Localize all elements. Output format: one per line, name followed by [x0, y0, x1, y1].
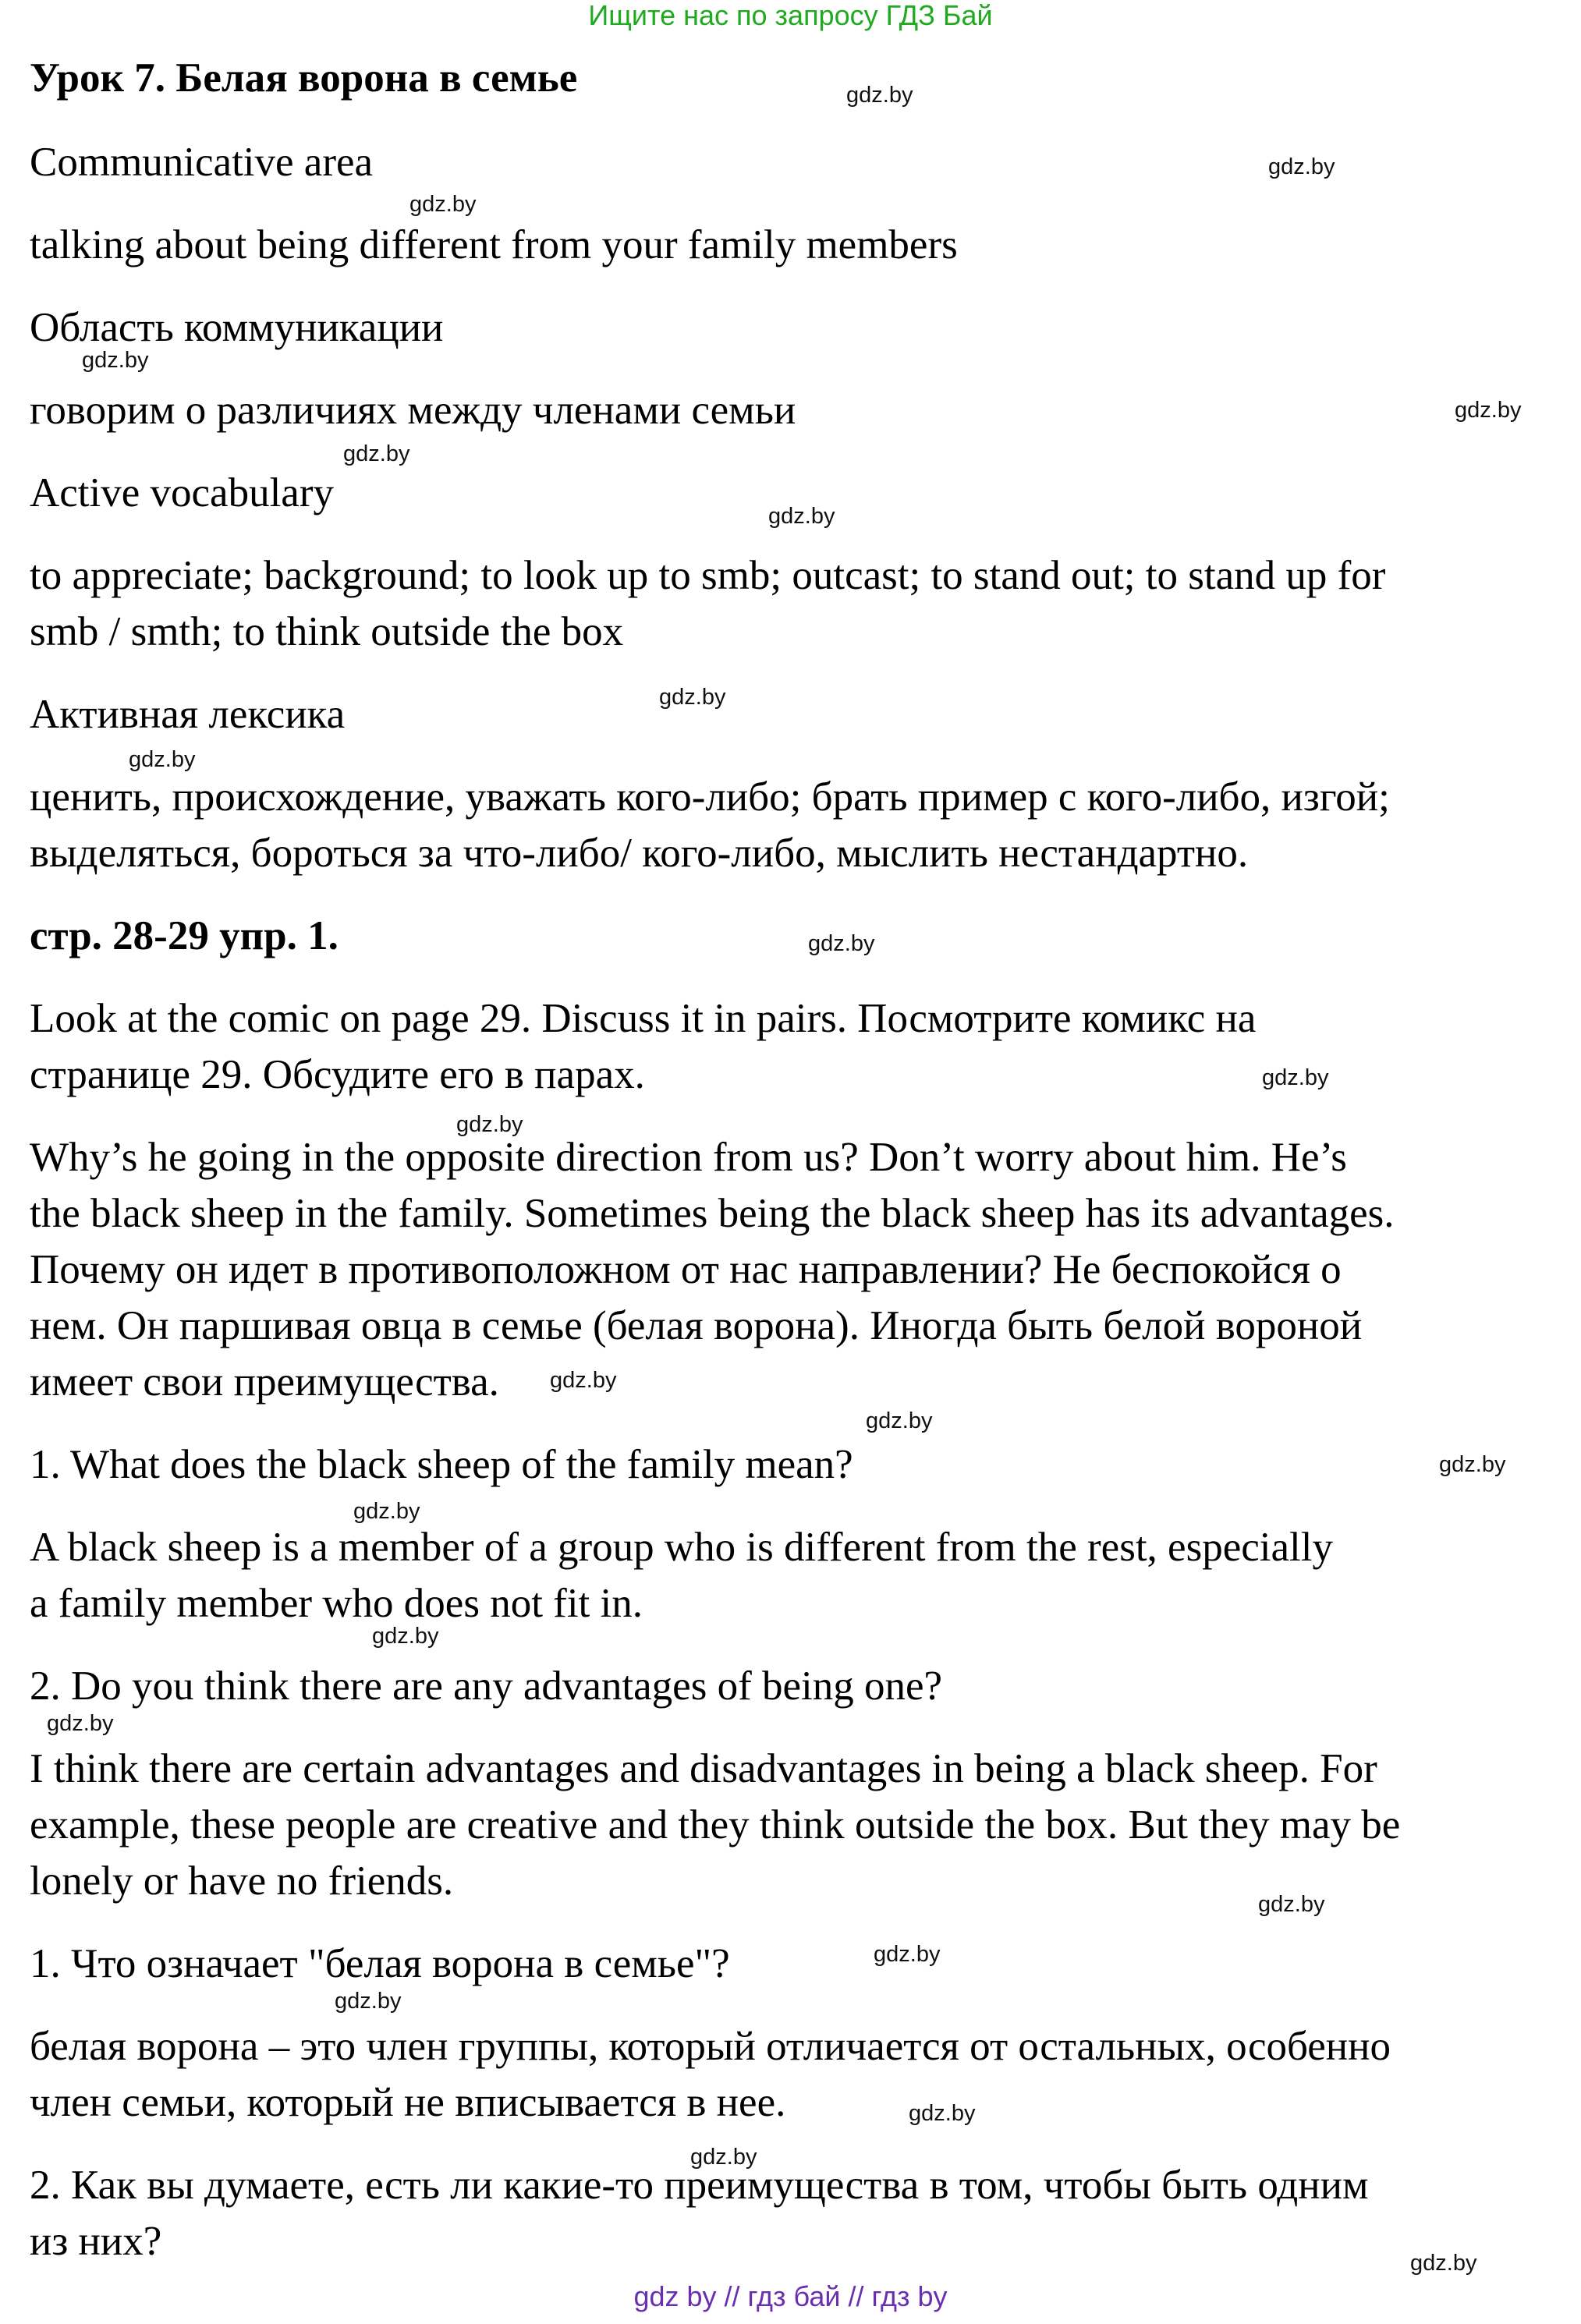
top-banner: Ищите нас по запросу ГДЗ Бай — [588, 0, 993, 31]
watermark: gdz.by — [808, 931, 875, 956]
answer-2-en-line: example, these people are creative and they think outside the box. But they may be — [30, 1802, 1401, 1848]
watermark: gdz.by — [690, 2145, 757, 2170]
watermark: gdz.by — [1455, 398, 1522, 423]
watermark: gdz.by — [874, 1942, 941, 1967]
answer-1-ru-line: член семьи, который не вписывается в нее. — [30, 2080, 786, 2125]
comm-ru-heading: Область коммуникации — [30, 305, 444, 350]
watermark: gdz.by — [456, 1112, 523, 1137]
watermark: gdz.by — [372, 1624, 439, 1649]
vocab-en-line: smb / smth; to think outside the box — [30, 609, 624, 654]
question-2-en: 2. Do you think there are any advantages of being one? — [30, 1663, 943, 1709]
watermark: gdz.by — [1268, 154, 1335, 179]
comm-en-heading: Communicative area — [30, 140, 374, 185]
watermark: gdz.by — [129, 747, 196, 772]
watermark: gdz.by — [768, 504, 835, 529]
answer-2-en-line: lonely or have no friends. — [30, 1858, 454, 1904]
comic-text-line: Почему он идет в противоположном от нас направлении? Не беспокойся о — [30, 1247, 1342, 1292]
footer-links: gdz by // гдз бай // гдз by — [633, 2280, 948, 2312]
watermark: gdz.by — [335, 1989, 402, 2014]
watermark: gdz.by — [409, 192, 477, 217]
watermark: gdz.by — [866, 1408, 933, 1433]
watermark: gdz.by — [1258, 1892, 1325, 1917]
watermark: gdz.by — [909, 2101, 976, 2126]
watermark: gdz.by — [659, 685, 726, 710]
question-1-en: 1. What does the black sheep of the family mean? — [30, 1442, 853, 1487]
comm-ru-text: говорим о различиях между членами семьи — [30, 388, 796, 433]
watermark: gdz.by — [1410, 2251, 1477, 2276]
watermark: gdz.by — [1439, 1452, 1506, 1477]
watermark: gdz.by — [550, 1368, 617, 1393]
answer-1-ru-line: белая ворона – это член группы, который отличается от остальных, особенно — [30, 2024, 1391, 2069]
watermark: gdz.by — [846, 83, 913, 108]
task-line: Look at the comic on page 29. Discuss it in pairs. Посмотрите комикс на — [30, 996, 1257, 1041]
question-2-ru-line: 2. Как вы думаете, есть ли какие-то преимущества в том, чтобы быть одним — [30, 2163, 1369, 2208]
exercise-heading: стр. 28-29 упр. 1. — [30, 913, 339, 958]
vocab-ru-heading: Активная лексика — [30, 692, 346, 737]
task-line: странице 29. Обсудите его в парах. — [30, 1052, 645, 1097]
watermark: gdz.by — [47, 1711, 114, 1736]
comic-text-line: the black sheep in the family. Sometimes being the black sheep has its advantages. — [30, 1191, 1395, 1236]
comic-text-line: имеет свои преимущества. — [30, 1359, 499, 1405]
watermark: gdz.by — [1262, 1065, 1329, 1090]
vocab-en-heading: Active vocabulary — [30, 470, 334, 515]
vocab-en-line: to appreciate; background; to look up to smb; outcast; to stand out; to stand up for — [30, 553, 1386, 598]
watermark: gdz.by — [343, 441, 410, 466]
watermark: gdz.by — [353, 1499, 420, 1524]
vocab-ru-line: выделяться, бороться за что-либо/ кого-либо, мыслить нестандартно. — [30, 831, 1249, 876]
question-2-ru-line: из них? — [30, 2219, 162, 2264]
comm-en-text: talking about being different from your family members — [30, 222, 958, 267]
watermark: gdz.by — [82, 348, 149, 373]
comic-text-line: нем. Он паршивая овца в семье (белая ворона). Иногда быть белой вороной — [30, 1303, 1363, 1348]
answer-2-en-line: I think there are certain advantages and disadvantages in being a black sheep. For — [30, 1746, 1377, 1791]
question-1-ru: 1. Что означает "белая ворона в семье"? — [30, 1941, 730, 1986]
answer-1-en-line: A black sheep is a member of a group who is different from the rest, especially — [30, 1525, 1333, 1570]
answer-1-en-line: a family member who does not fit in. — [30, 1581, 643, 1626]
comic-text-line: Why’s he going in the opposite direction from us? Don’t worry about him. He’s — [30, 1135, 1347, 1180]
page-title: Урок 7. Белая ворона в семье — [30, 55, 578, 101]
vocab-ru-line: ценить, происхождение, уважать кого-либо; брать пример с кого-либо, изгой; — [30, 774, 1390, 820]
